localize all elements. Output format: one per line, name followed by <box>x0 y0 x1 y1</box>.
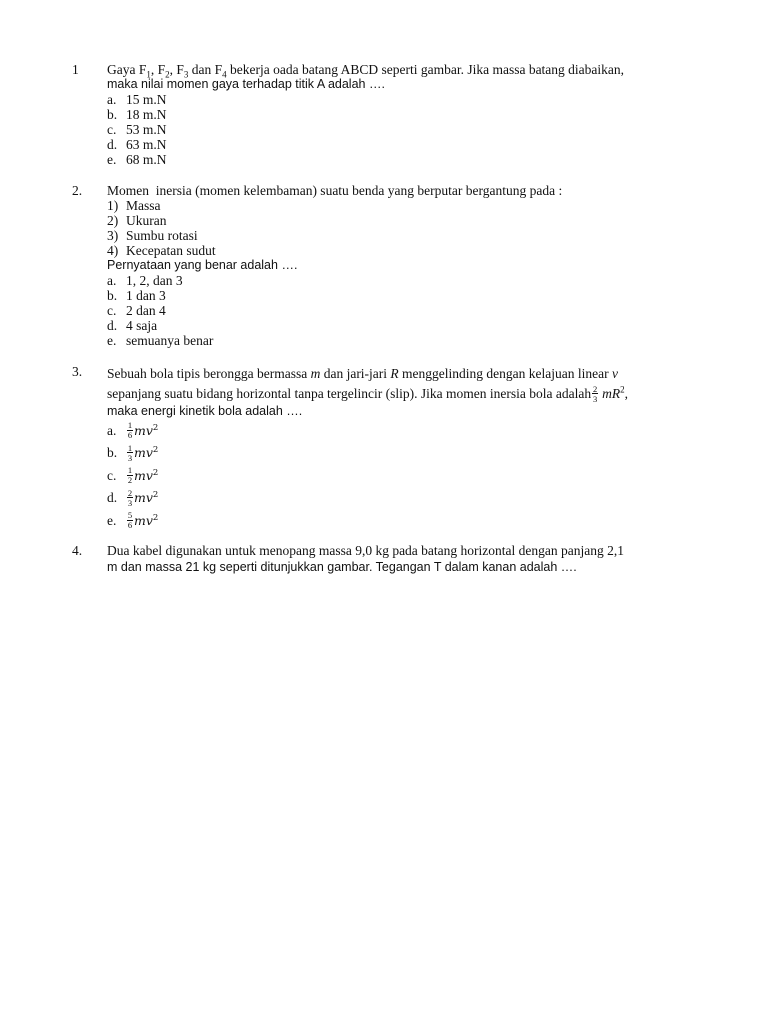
answer-option[interactable]: b. $\frac{1}{3}$ $mv^2$ <box>107 442 159 463</box>
question-stem-line: sepanjang suatu bidang horizontal tanpa tergelincir (slip). Jika momen inersia bola adalah $\frac{2}{3}$ $mR^2$ , <box>107 383 628 404</box>
answer-option[interactable]: c. 53 m.N <box>107 122 167 137</box>
question-stem-line: maka nilai momen gaya terhadap titik A adalah …. <box>107 77 385 91</box>
question-body <box>107 364 697 532</box>
answer-options <box>107 92 697 167</box>
question-stem: Dua kabel digunakan untuk menopang massa 9,0 kg pada batang horizontal dengan panjang 2,1 <box>107 543 624 558</box>
question-number: 4. <box>72 543 83 558</box>
answer-option[interactable]: e. $\frac{5}{6}$ $mv^2$ <box>107 510 159 531</box>
inertia-fraction: $\frac{2}{3}$ <box>592 383 598 404</box>
question-prompt: maka energi kinetik bola adalah …. <box>107 404 303 418</box>
answer-option[interactable]: d. 4 saja <box>107 318 158 333</box>
question-number: 1 <box>72 62 79 77</box>
answer-option[interactable]: c. $\frac{1}{2}$ $mv^2$ <box>107 465 159 486</box>
answer-option[interactable]: d. $\frac{2}{3}$ $mv^2$ <box>107 487 159 508</box>
question-stem: Gaya $F_1$, $F_2$, $F_3$ dan $F_4$ bekerja oada batang ABCD seperti gambar. Jika massa batang diabaikan, <box>107 62 625 80</box>
question-body <box>107 183 697 348</box>
answer-options <box>107 273 697 348</box>
answer-option[interactable]: b. 1 dan 3 <box>107 288 166 303</box>
question-body <box>107 62 697 167</box>
statement-item: 1) Massa <box>107 198 161 213</box>
question-stem: Momen inersia (momen kelembaman) suatu benda yang berputar bergantung pada : <box>107 183 563 198</box>
answer-options <box>107 419 697 532</box>
answer-option[interactable]: a. 1, 2, dan 3 <box>107 273 183 288</box>
question-number: 2. <box>72 183 83 198</box>
answer-option[interactable]: e. 68 m.N <box>107 152 167 167</box>
question-number: 3. <box>72 364 83 379</box>
statement-item: 2) Ukuran <box>107 213 167 228</box>
question-body <box>107 543 697 575</box>
statement-list <box>107 198 697 258</box>
answer-option[interactable]: a. 15 m.N <box>107 92 167 107</box>
question-prompt: Pernyataan yang benar adalah …. <box>107 258 298 272</box>
answer-option[interactable]: b. 18 m.N <box>107 107 167 122</box>
statement-item: 3) Sumbu rotasi <box>107 228 198 243</box>
answer-option[interactable]: e. semuanya benar <box>107 333 214 348</box>
answer-option[interactable]: c. 2 dan 4 <box>107 303 166 318</box>
question-stem: Sebuah bola tipis berongga bermassa m dan jari-jari R menggelinding dengan kelajuan linear v <box>107 366 618 381</box>
answer-option[interactable]: a. $\frac{1}{6}$ $mv^2$ <box>107 420 159 441</box>
question-stem-line: m dan massa 21 kg seperti ditunjukkan gambar. Tegangan T dalam kanan adalah …. <box>107 560 577 574</box>
statement-item: 4) Kecepatan sudut <box>107 243 216 258</box>
answer-option[interactable]: d. 63 m.N <box>107 137 167 152</box>
